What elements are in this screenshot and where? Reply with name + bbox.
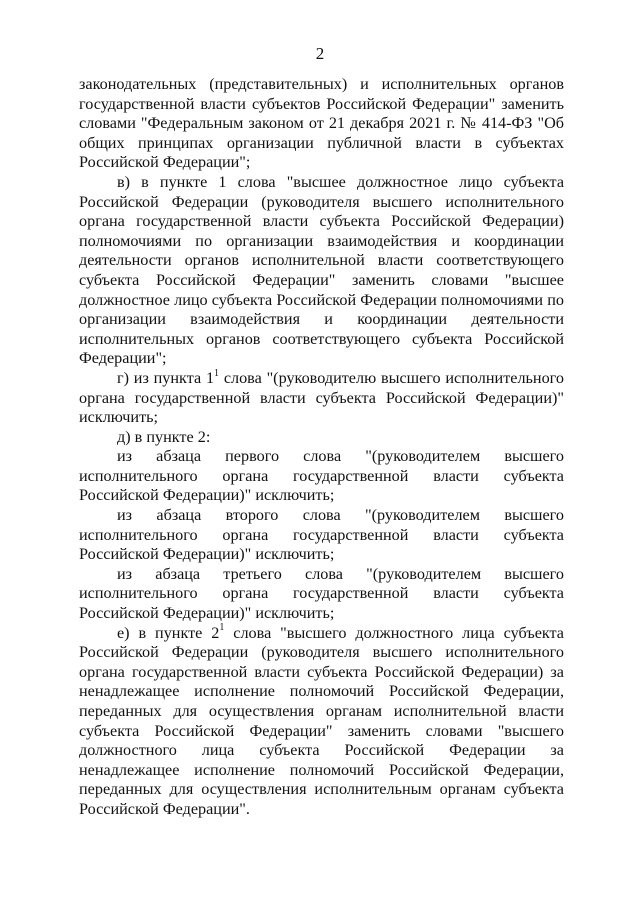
item-e-prefix: е) в пункте 2 [117,623,220,642]
paragraph-subitem-third: из абзаца третьего слова "(руководителем высшего исполнительного органа государственной власти субъекта Российской Федерации)" исключить; [79,564,564,623]
item-g-text: слова "(руководителю высшего исполнительного органа государственной власти субъекта Российской Федерации)" исключить; [79,368,564,427]
item-e-text: слова "высшего должностного лица субъекта Российской Федерации (руководителя высшего исполнительного органа государственной власти субъекта Российской Федерации) за ненадлежащее исполнение полномочий Российской Федерации, переданных для осуществления органам исполнительной власти субъекта Российской Федерации" заменить словами "высшего должностного лица субъекта Российской Федерации за ненадлежащее исполнение полномочий Российской Федерации, переданных для осуществления исполнительным органам субъекта Российской Федерации". [79,623,564,818]
paragraph-subitem-second: из абзаца второго слова "(руководителем высшего исполнительного органа государственной власти субъекта Российской Федерации)" исключить; [79,506,564,564]
paragraph-item-g [79,369,564,428]
item-g-prefix: г) из пункта 1 [117,368,215,387]
paragraph-subitem-first: из абзаца первого слова "(руководителем высшего исполнительного органа государственной власти субъекта Российской Федерации)" исключить; [79,447,564,505]
paragraph-item-v: в) в пункте 1 слова "высшее должностное лицо субъекта Российской Федерации (руководителя высшего исполнительного органа государственной власти субъекта Российской Федерации) полномочиями по организации взаимодействия и координации деятельности органов исполнительной власти соответствующего субъекта Российской Федерации" заменить словами "высшее должностное лицо субъекта Российской Федерации полномочиями по организации взаимодействия и координации деятельности исполнительных органов соответствующего субъекта Российской Федерации"; [79,172,564,368]
item-e-superscript: 1 [219,622,225,634]
document-body [79,75,564,820]
paragraph-continuation: законодательных (представительных) и исполнительных органов государственной власти субъектов Российской Федерации" заменить словами "Федеральным законом от 21 декабря 2021 г. № 414-ФЗ "Об общих принципах организации публичной власти в субъектах Российской Федерации"; [79,75,564,172]
page-number: 2 [315,44,325,63]
paragraph-item-d: д) в пункте 2: [117,427,211,446]
paragraph-item-e [79,624,564,820]
item-g-superscript: 1 [214,367,220,379]
